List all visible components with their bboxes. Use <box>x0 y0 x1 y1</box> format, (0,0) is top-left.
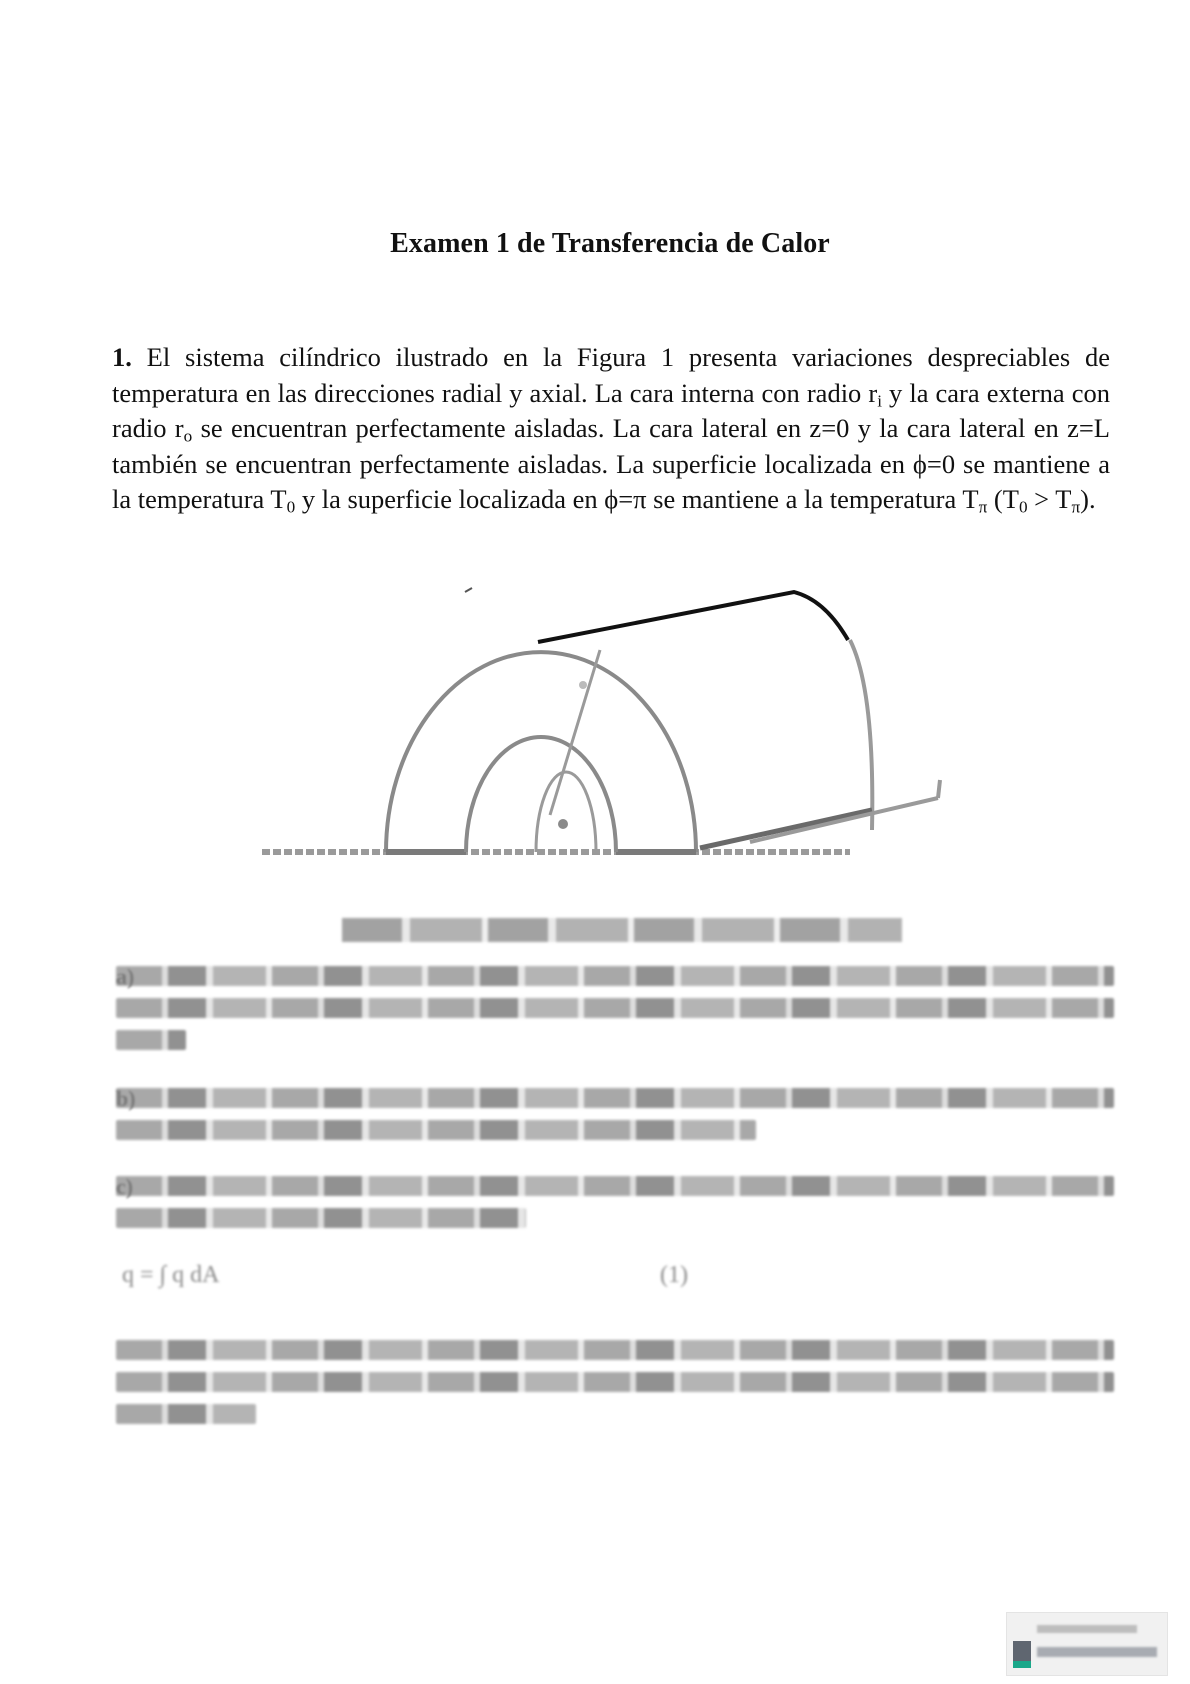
subscript: π <box>978 497 988 517</box>
z-axis-line <box>750 798 938 842</box>
part-c-continuation-blurred <box>116 1340 1114 1436</box>
small-arc <box>536 772 596 852</box>
subscript: 0 <box>286 497 296 517</box>
figure-caption-blurred <box>342 918 902 942</box>
badge-text-line <box>1037 1625 1137 1633</box>
subscript: 0 <box>1018 497 1028 517</box>
blurred-line <box>116 1030 186 1050</box>
part-a-blurred <box>116 966 1114 1062</box>
subscript: i <box>877 390 882 410</box>
z-axis-tip <box>938 780 940 798</box>
blurred-line <box>116 998 1114 1018</box>
cylinder-bottom-edge <box>700 810 872 848</box>
text-segment: El sistema cilíndrico ilustrado en la Figura 1 presenta variaciones despreciables de temperatura en las direcciones radial y axial. La cara interna con radio r <box>112 342 1110 408</box>
radius-line <box>550 650 600 815</box>
blurred-line <box>116 1088 1114 1108</box>
problem-number: 1. <box>112 342 132 372</box>
cylinder-top-edge <box>538 592 848 642</box>
blurred-line <box>116 1372 1114 1392</box>
figure-1-cylinder-diagram <box>250 580 970 880</box>
part-b-label: b) <box>116 1086 136 1111</box>
part-a-label: a) <box>116 964 135 989</box>
document-title: Examen 1 de Transferencia de Calor <box>390 228 830 259</box>
text-segment: ). <box>1080 484 1096 514</box>
text-segment: (T <box>987 484 1019 514</box>
stray-mark <box>465 588 472 592</box>
equation: q = ∫ q dA <box>122 1262 220 1288</box>
app-logo-icon <box>1013 1641 1031 1663</box>
inner-semicircle <box>466 737 616 852</box>
part-c-blurred <box>116 1176 1114 1240</box>
text-segment: se encuentran perfectamente aisladas. La cara lateral en z=0 y la cara lateral en z=L también se encuentran perfectamente aisladas. La superficie localizada en ϕ=0 se mantiene a la temperatura T <box>112 413 1110 514</box>
blurred-line <box>116 1340 1114 1360</box>
blurred-line <box>116 1176 1114 1196</box>
watermark-badge[interactable] <box>1006 1612 1168 1676</box>
part-c-label: c) <box>116 1174 134 1199</box>
blurred-line <box>116 1404 256 1424</box>
app-logo-accent-icon <box>1013 1661 1031 1668</box>
badge-text-line <box>1037 1647 1157 1657</box>
subscript: π <box>1071 497 1081 517</box>
blurred-line <box>116 1208 526 1228</box>
part-b-blurred <box>116 1088 1114 1152</box>
equation-number: (1) <box>660 1262 688 1288</box>
text-segment: > T <box>1027 484 1072 514</box>
radius-mark <box>579 681 587 689</box>
center-mark <box>558 819 568 829</box>
cylinder-back-arc <box>850 640 872 830</box>
text-segment: y la cara externa con radio r <box>112 377 1110 443</box>
subscript: o <box>183 426 193 446</box>
problem-1-text <box>112 340 1110 518</box>
text-segment: y la superficie localizada en ϕ=π se mantiene a la temperatura T <box>295 484 979 514</box>
outer-semicircle <box>386 652 696 852</box>
blurred-line <box>116 1120 756 1140</box>
blurred-line <box>116 966 1114 986</box>
